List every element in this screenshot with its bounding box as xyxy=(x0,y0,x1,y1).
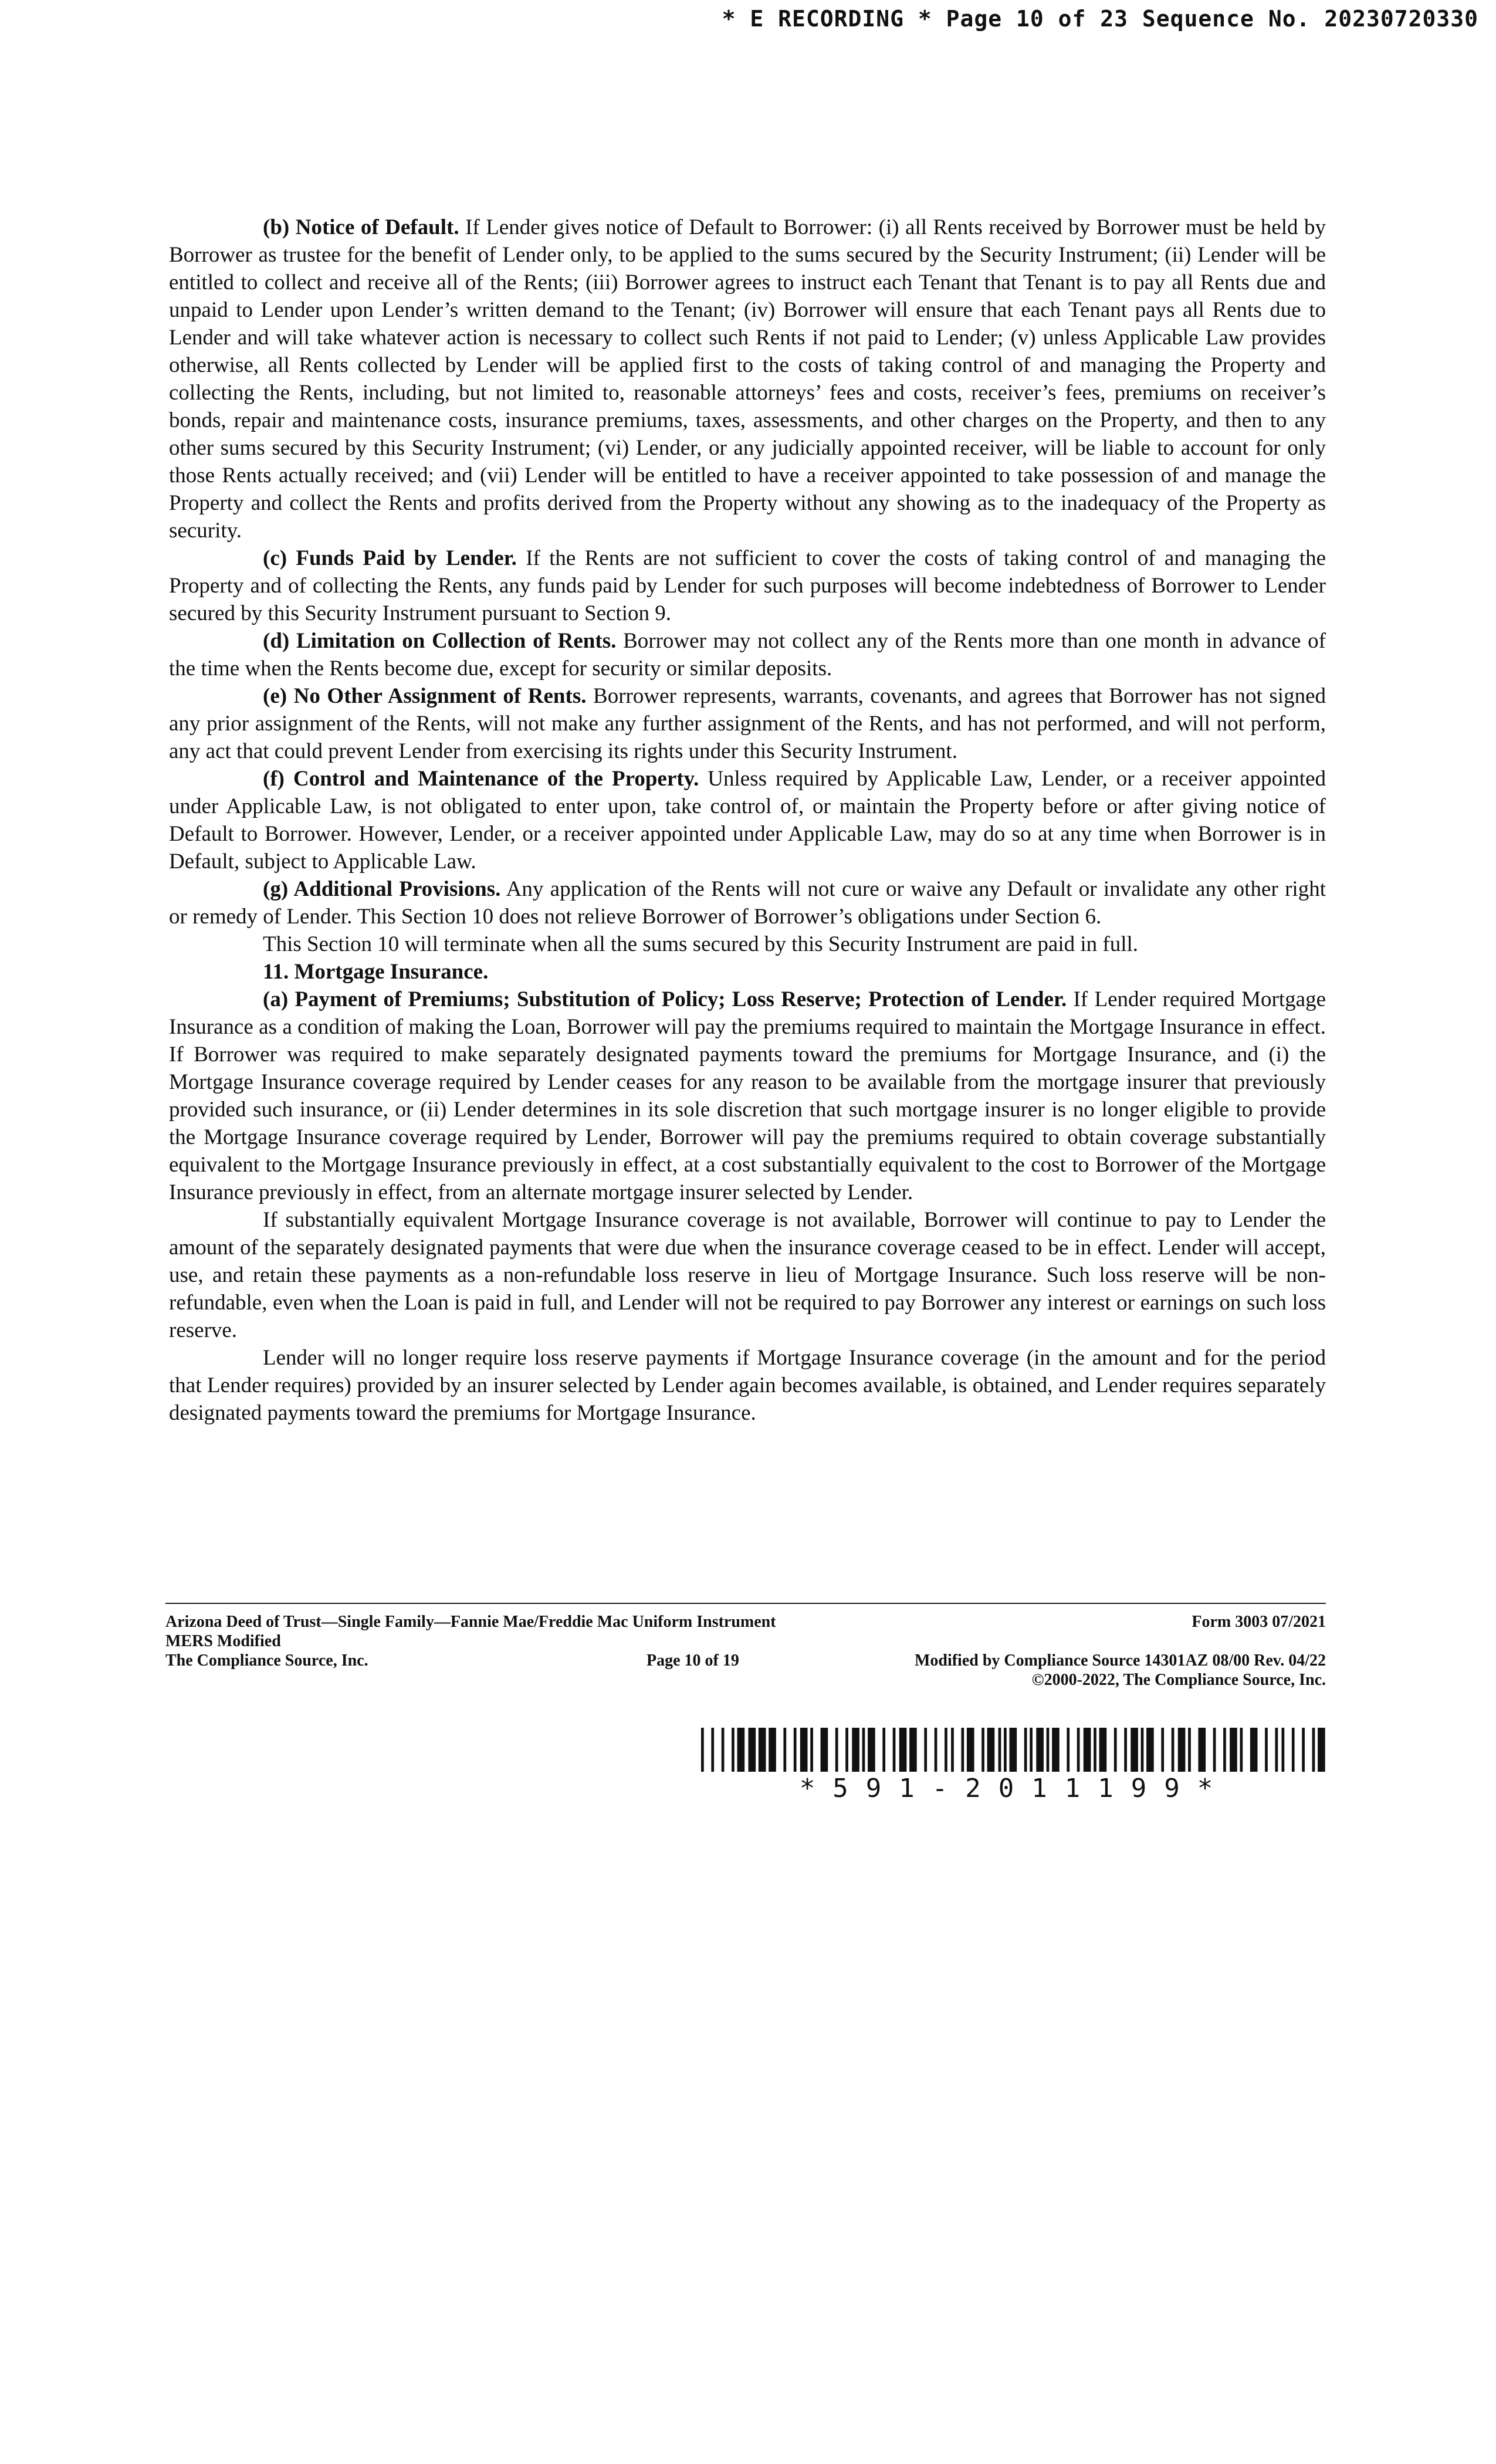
copyright: ©2000-2022, The Compliance Source, Inc. xyxy=(1031,1671,1326,1689)
barcode-bar xyxy=(1010,1728,1017,1772)
paragraph-text: Any application of the Rents will not cure or waive any Default or invalidate any other right or remedy of Lender. This Section 10 does not relieve Borrower of Borrower’s obligations under Section 6. xyxy=(169,877,1326,929)
barcode-bar xyxy=(1094,1728,1096,1772)
company-name: The Compliance Source, Inc. xyxy=(165,1651,368,1670)
paragraph-additional-provisions xyxy=(169,875,1326,930)
paragraph-text: Borrower represents, warrants, covenants, and agrees that Borrower has not signed any prior assignment of the Rents, will not make any further assignment of the Rents, and has not performed, and will not perform, any act that could prevent Lender from exercising its rights under this Security Instrument. xyxy=(169,684,1326,763)
barcode-bar xyxy=(794,1728,797,1772)
barcode-bar xyxy=(935,1728,937,1772)
barcode-bar xyxy=(1024,1728,1027,1772)
paragraph-no-longer-require xyxy=(169,1344,1326,1427)
barcode-bar xyxy=(732,1728,735,1772)
barcode-bar xyxy=(1265,1728,1268,1772)
paragraph-limitation-collection xyxy=(169,627,1326,682)
barcode-bar xyxy=(1099,1728,1107,1772)
form-number: Form 3003 07/2021 xyxy=(1192,1613,1326,1631)
barcode-bar xyxy=(821,1728,828,1772)
barcode-bar xyxy=(1292,1728,1295,1772)
barcode-bar xyxy=(1084,1728,1091,1772)
barcode-bar xyxy=(810,1728,813,1772)
barcode-bar xyxy=(909,1728,917,1772)
paragraph-text: Borrower may not collect any of the Rents more than one month in advance of the time when the Rents become due, except for security or similar deposits. xyxy=(169,629,1326,681)
barcode-bar xyxy=(800,1728,808,1772)
section-heading: (c) Funds Paid by Lender. xyxy=(263,546,517,570)
paragraph-text: Lender will no longer require loss reserve payments if Mortgage Insurance coverage (in the amount and for the period that Lender requires) provided by an insurer selected by Lender again becomes available, is obtained, and Lender requires separately designated payments toward the premiums for Mortgage Insurance. xyxy=(169,1346,1326,1425)
section-heading: (g) Additional Provisions. xyxy=(263,877,501,901)
page-number: Page 10 of 19 xyxy=(647,1651,739,1670)
section-heading: (f) Control and Maintenance of the Property. xyxy=(263,767,699,791)
barcode-bar xyxy=(924,1728,927,1772)
barcode-bar xyxy=(868,1728,875,1772)
recording-header: * E RECORDING * Page 10 of 23 Sequence No. 20230720330 xyxy=(722,6,1478,32)
section-heading: (a) Payment of Premiums; Substitution of Policy; Loss Reserve; Protection of Lender. xyxy=(263,987,1067,1011)
paragraph-no-other-assignment xyxy=(169,682,1326,765)
barcode-bar xyxy=(1198,1728,1206,1772)
form-variant: MERS Modified xyxy=(165,1632,281,1650)
barcode-bar xyxy=(945,1728,947,1772)
barcode-bar xyxy=(1178,1728,1186,1772)
barcode-bar xyxy=(1141,1728,1144,1772)
paragraph-funds-paid xyxy=(169,544,1326,627)
barcode-bar xyxy=(1250,1728,1258,1772)
paragraph-text: Unless required by Applicable Law, Lender, or a receiver appointed under Applicable Law, is not obligated to enter upon, take control of, or maintain the Property before or after giving notice of Default to Borrower. However, Lender, or a receiver appointed under Applicable Law, may do so at any time when Borrower is in Default, subject to Applicable Law. xyxy=(169,767,1326,874)
barcode-bar xyxy=(835,1728,838,1772)
paragraph-payment-of-premiums xyxy=(169,986,1326,1206)
paragraph-text: If Lender required Mortgage Insurance as a condition of making the Loan, Borrower will pay the premiums required to maintain the Mortgage Insurance in effect. If Borrower was required to make separately designated payments toward the premiums for Mortgage Insurance, and (i) the Mortgage Insurance coverage required by Lender ceases for any reason to be available from the mortgage insurer that previously provided such insurance, or (ii) Lender determines in its sole discretion that such mortgage insurer is no longer eligible to provide the Mortgage Insurance coverage required by Lender, Borrower will pay the premiums required to obtain coverage substantially equivalent to the Mortgage Insurance previously in effect, at a cost substantially equivalent to the cost to Borrower of the Mortgage Insurance previously in effect, from an alternate mortgage insurer selected by Lender. xyxy=(169,987,1326,1204)
barcode-bar xyxy=(882,1728,885,1772)
barcode-bar xyxy=(1114,1728,1117,1772)
barcode-bar xyxy=(899,1728,907,1772)
barcode-bar xyxy=(1318,1728,1325,1772)
barcode-bar xyxy=(1172,1728,1175,1772)
paragraph-section-10-termination xyxy=(169,930,1326,958)
barcode-bar xyxy=(999,1728,1001,1772)
paragraph-text: If substantially equivalent Mortgage Insurance coverage is not available, Borrower will continue to pay to Lender the amount of the separately designated payments that were due when the insurance coverage ceased to be in effect. Lender will accept, use, and retain these payments as a non-refundable loss reserve in lieu of Mortgage Insurance. Such loss reserve will be non-refundable, even when the Loan is paid in full, and Lender will not be required to pay Borrower any interest or earnings on such loss reserve. xyxy=(169,1208,1326,1342)
barcode-bar xyxy=(1030,1728,1033,1772)
barcode-bar xyxy=(759,1728,766,1772)
barcode-bar xyxy=(981,1728,984,1772)
barcode-bar xyxy=(1004,1728,1007,1772)
barcode-bar xyxy=(1312,1728,1315,1772)
barcode-bar xyxy=(1124,1728,1127,1772)
barcode-bar xyxy=(769,1728,776,1772)
barcode-bar xyxy=(961,1728,964,1772)
barcode-bar xyxy=(845,1728,848,1772)
barcode-bars xyxy=(701,1728,1329,1772)
section-heading: (b) Notice of Default. xyxy=(263,215,459,239)
barcode-bar xyxy=(1146,1728,1154,1772)
barcode-bar xyxy=(1223,1728,1226,1772)
section-heading: 11. Mortgage Insurance. xyxy=(263,960,489,984)
barcode-bar xyxy=(783,1728,786,1772)
barcode-bar xyxy=(1230,1728,1237,1772)
paragraph-text: This Section 10 will terminate when all the sums secured by this Security Instrument are paid in full. xyxy=(263,932,1139,956)
barcode-bar xyxy=(1188,1728,1191,1772)
barcode-bar xyxy=(1036,1728,1044,1772)
section-heading: (d) Limitation on Collection of Rents. xyxy=(263,629,617,653)
paragraph-loss-reserve xyxy=(169,1206,1326,1344)
barcode-bar xyxy=(1047,1728,1050,1772)
barcode-bar xyxy=(987,1728,995,1772)
barcode-text: *591-2011199* xyxy=(799,1773,1231,1803)
barcode-bar xyxy=(1302,1728,1305,1772)
paragraph-control-maintenance xyxy=(169,765,1326,875)
form-title: Arizona Deed of Trust—Single Family—Fannie Mae/Freddie Mac Uniform Instrument xyxy=(165,1613,776,1631)
barcode-bar xyxy=(1077,1728,1080,1772)
barcode-bar xyxy=(711,1728,714,1772)
barcode-bar xyxy=(893,1728,896,1772)
barcode-bar xyxy=(967,1728,974,1772)
barcode-bar xyxy=(1131,1728,1138,1772)
barcode-bar xyxy=(1275,1728,1278,1772)
barcode-bar xyxy=(1240,1728,1243,1772)
paragraph-notice-of-default xyxy=(169,214,1326,544)
section-11-heading xyxy=(169,958,1326,986)
barcode-bar xyxy=(852,1728,859,1772)
barcode-bar xyxy=(748,1728,756,1772)
document-body xyxy=(169,214,1326,1427)
barcode xyxy=(701,1728,1329,1804)
barcode-bar xyxy=(1052,1728,1060,1772)
barcode-bar xyxy=(862,1728,865,1772)
modified-by: Modified by Compliance Source 14301AZ 08/00 Rev. 04/22 xyxy=(914,1651,1326,1670)
barcode-bar xyxy=(951,1728,954,1772)
paragraph-text: If the Rents are not sufficient to cover the costs of taking control of and managing the Property and of collecting the Rents, any funds paid by Lender for such purposes will become indebtedness of Borrower to Lender secured by this Security Instrument pursuant to Section 9. xyxy=(169,546,1326,625)
footer-divider xyxy=(165,1603,1326,1604)
barcode-bar xyxy=(1213,1728,1216,1772)
barcode-bar xyxy=(1161,1728,1164,1772)
section-heading: (e) No Other Assignment of Rents. xyxy=(263,684,587,708)
form-footer xyxy=(165,1612,1326,1700)
barcode-bar xyxy=(722,1728,725,1772)
barcode-bar xyxy=(1282,1728,1285,1772)
barcode-bar xyxy=(737,1728,745,1772)
paragraph-text: If Lender gives notice of Default to Borrower: (i) all Rents received by Borrower must be held by Borrower as trustee for the benefit of Lender only, to be applied to the sums secured by the Security Instrument; (ii) Lender will be entitled to collect and receive all of the Rents; (iii) Borrower agrees to instruct each Tenant that Tenant is to pay all Rents due and unpaid to Lender upon Lender’s written demand to the Tenant; (iv) Borrower will ensure that each Tenant pays all Rents due to Lender and will take whatever action is necessary to collect such Rents if not paid to Lender; (v) unless Applicable Law provides otherwise, all Rents collected by Lender will be applied first to the costs of taking control of and managing the Property and collecting the Rents, including, but not limited to, reasonable attorneys’ fees and costs, receiver’s fees, premiums on receiver’s bonds, repair and maintenance costs, insurance premiums, taxes, assessments, and other charges on the Property, and then to any other sums secured by this Security Instrument; (vi) Lender, or any judicially appointed receiver, will be liable to account for only those Rents actually received; and (vii) Lender will be entitled to have a receiver appointed to take possession of and manage the Property and collect the Rents and profits derived from the Property without any showing as to the inadequacy of the Property as security. xyxy=(169,215,1326,543)
barcode-bar xyxy=(701,1728,704,1772)
barcode-bar xyxy=(1067,1728,1069,1772)
